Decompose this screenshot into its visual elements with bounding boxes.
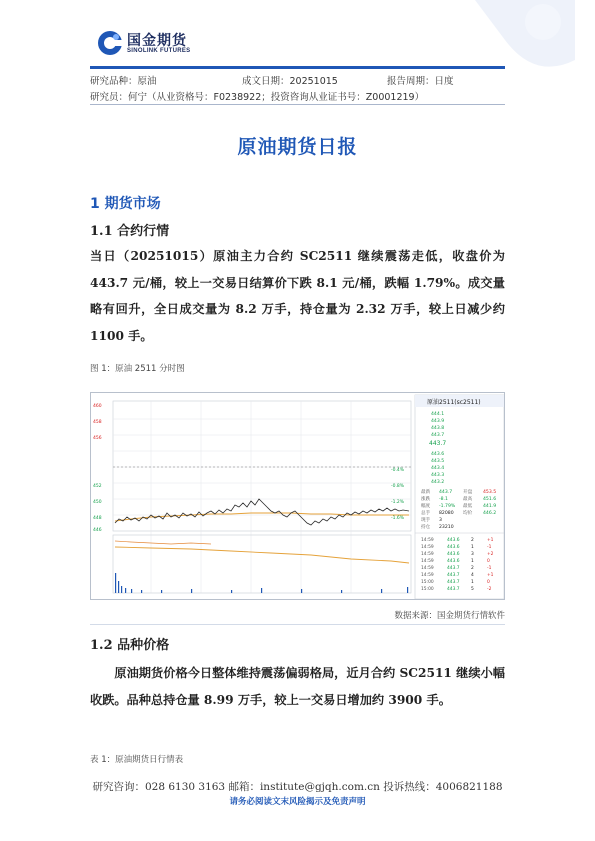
section-heading-futures: 1 期货市场 [90, 196, 161, 212]
table-caption: 表 1：原油期货日行情表 [90, 755, 184, 765]
svg-text:443.6: 443.6 [431, 452, 445, 457]
svg-text:-1.2%: -1.2% [391, 500, 405, 505]
svg-text:0: 0 [487, 580, 490, 585]
svg-text:443.7: 443.7 [447, 573, 460, 578]
footer-disclaimer[interactable]: 请务必阅读文末风险揭示及免责声明 [229, 797, 366, 807]
svg-text:443.6: 443.6 [447, 538, 460, 543]
header-rule [90, 66, 505, 69]
section-heading-price: 1.2 品种价格 [90, 638, 170, 653]
svg-text:总手: 总手 [421, 511, 431, 516]
svg-text:460: 460 [93, 404, 102, 409]
svg-text:+1: +1 [487, 538, 494, 543]
svg-text:14:59: 14:59 [421, 566, 434, 571]
svg-text:448: 448 [93, 516, 102, 521]
svg-text:均价: 均价 [463, 511, 473, 516]
meta-rule [90, 104, 505, 105]
footer-contact: 研究咨询：028 6130 3163 邮箱：institute@gjqh.com.cn 投诉热线：4006821188 [92, 781, 503, 793]
svg-text:14:59: 14:59 [421, 538, 434, 543]
svg-text:443.4: 443.4 [431, 466, 445, 471]
svg-text:443.7: 443.7 [439, 490, 453, 495]
svg-text:1: 1 [471, 545, 474, 550]
svg-text:-1: -1 [487, 545, 492, 550]
watermark-graphic [465, 0, 575, 75]
svg-text:443.8: 443.8 [431, 426, 445, 431]
contract-paragraph: 当日（20251015）原油主力合约 SC2511 继续震荡走低，收盘价为 443.7 元/桶，较上一交易日结算价下跌 8.1 元/桶，跌幅 1.79%。成交量略有回升，全日成交量为 8.2 万手，持仓量为 2.32 万手，较上日减少约 1100 手。 [90, 249, 505, 343]
svg-text:最新: 最新 [421, 490, 431, 495]
svg-text:451.6: 451.6 [483, 497, 497, 502]
svg-text:14:59: 14:59 [421, 559, 434, 564]
svg-text:443.7: 443.7 [447, 580, 460, 585]
svg-text:2: 2 [471, 538, 474, 543]
svg-text:443.6: 443.6 [447, 559, 460, 564]
svg-text:458: 458 [93, 420, 102, 425]
svg-text:443.6: 443.6 [447, 545, 460, 550]
svg-text:1: 1 [471, 580, 474, 585]
svg-text:23210: 23210 [439, 525, 454, 530]
svg-text:-8.1: -8.1 [439, 497, 448, 502]
svg-text:+1: +1 [487, 573, 494, 578]
svg-text:开盘: 开盘 [463, 490, 473, 495]
intraday-chart-graphic [91, 393, 505, 600]
svg-text:涨跌: 涨跌 [421, 497, 431, 502]
svg-text:15:00: 15:00 [421, 580, 434, 585]
figure-caption: 图 1：原油 2511 分时图 [90, 364, 185, 374]
svg-text:443.5: 443.5 [431, 459, 445, 464]
svg-text:-0.8%: -0.8% [391, 484, 405, 489]
source-rule [90, 624, 505, 625]
logo-mark-icon [97, 30, 123, 56]
svg-text:3: 3 [439, 518, 442, 523]
brand-logo [97, 28, 217, 62]
svg-text:443.7: 443.7 [447, 566, 460, 571]
svg-text:443.7: 443.7 [431, 433, 445, 438]
period-label: 报告周期：日度 [387, 76, 454, 87]
svg-text:14:59: 14:59 [421, 545, 434, 550]
svg-text:-1.6%: -1.6% [391, 516, 405, 521]
researcher-label: 研究员：何宁（从业资格号：F0238922；投资咨询从业证书号：Z0001219） [90, 92, 425, 103]
svg-text:+2: +2 [487, 552, 494, 557]
svg-text:443.3: 443.3 [431, 473, 445, 478]
brand-name-cn: 国金期货 [127, 33, 187, 49]
svg-text:443.7: 443.7 [429, 440, 447, 447]
svg-text:1: 1 [471, 559, 474, 564]
svg-text:-1: -1 [487, 566, 492, 571]
svg-text:443.9: 443.9 [431, 419, 445, 424]
brand-name-en: SINOLINK FUTURES [127, 48, 191, 54]
svg-text:452: 452 [93, 484, 102, 489]
svg-text:-0.4%: -0.4% [391, 468, 405, 473]
svg-text:原油2511(sc2511): 原油2511(sc2511) [427, 399, 481, 406]
svg-text:443.7: 443.7 [447, 587, 460, 592]
page-title: 原油期货日报 [237, 136, 358, 158]
svg-text:446.2: 446.2 [483, 511, 497, 516]
svg-text:82080: 82080 [439, 511, 454, 516]
svg-text:443.6: 443.6 [447, 552, 460, 557]
price-paragraph: 原油期货价格今日整体维持震荡偏弱格局，近月合约 SC2511 继续小幅收跌。品种总持仓量 8.99 万手，较上一交易日增加约 3900 手。 [90, 666, 505, 707]
svg-text:446: 446 [93, 528, 102, 533]
svg-text:幅度: 幅度 [421, 504, 431, 509]
figure-source: 数据来源：国金期货行情软件 [394, 611, 505, 621]
svg-text:0: 0 [487, 559, 490, 564]
svg-text:最低: 最低 [463, 504, 473, 509]
svg-text:443.2: 443.2 [431, 480, 445, 485]
svg-text:14:59: 14:59 [421, 552, 434, 557]
page-header [0, 0, 595, 70]
intraday-chart-image [90, 392, 505, 600]
svg-text:4: 4 [471, 573, 474, 578]
svg-text:5: 5 [471, 587, 474, 592]
svg-text:14:59: 14:59 [421, 573, 434, 578]
date-label: 成文日期：20251015 [242, 76, 338, 87]
svg-text:最高: 最高 [463, 497, 473, 502]
variety-label: 研究品种：原油 [90, 76, 157, 87]
svg-text:2: 2 [471, 566, 474, 571]
svg-text:3: 3 [471, 552, 474, 557]
svg-text:-2: -2 [487, 587, 492, 592]
svg-text:441.9: 441.9 [483, 504, 497, 509]
svg-text:现手: 现手 [421, 518, 431, 523]
svg-text:持仓: 持仓 [421, 525, 431, 530]
svg-text:-1.79%: -1.79% [439, 504, 456, 509]
svg-text:453.5: 453.5 [483, 490, 497, 495]
section-heading-contract: 1.1 合约行情 [90, 224, 170, 239]
svg-text:450: 450 [93, 500, 102, 505]
svg-text:456: 456 [93, 436, 102, 441]
svg-text:15:00: 15:00 [421, 587, 434, 592]
svg-text:444.1: 444.1 [431, 412, 445, 417]
